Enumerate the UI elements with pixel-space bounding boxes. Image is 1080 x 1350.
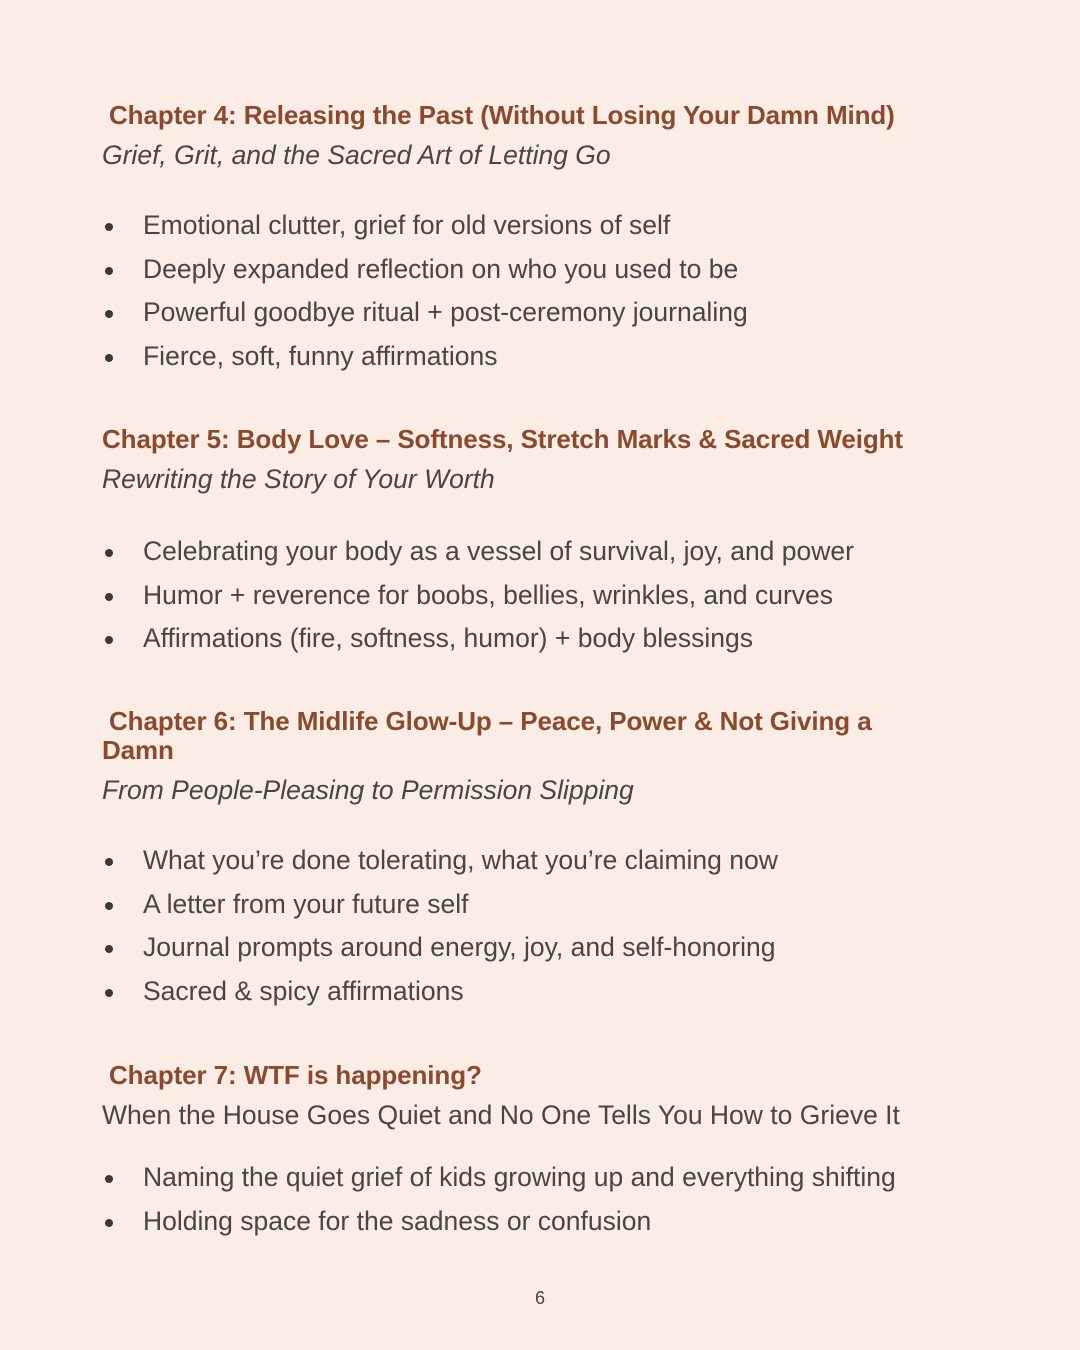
bullet-icon [105,1175,113,1183]
chapter-title: Chapter 7: WTF is happening? [109,1060,482,1090]
bullet-icon [105,1219,113,1227]
list-item [102,291,982,335]
list-item-text: Sacred & spicy affirmations [143,975,464,1006]
list-item-text: Naming the quiet grief of kids growing up and everything shifting [143,1162,896,1192]
chapter-title: Chapter 6: The Midlife Glow-Up – Peace, Power & Not Giving a Damn [102,706,872,765]
chapter-subtitle: When the House Goes Quiet and No One Tells You How to Grieve It [102,1100,900,1130]
list-item-text: What you’re done tolerating, what you’re claiming now [143,845,778,875]
list-item-text: Fierce, soft, funny affirmations [143,340,498,371]
list-item [102,574,982,618]
list-item [102,926,932,970]
chapter-5 [102,425,982,661]
bullet-icon [105,354,113,362]
list-item [102,530,982,574]
bullet-icon [105,549,113,557]
list-item [102,248,982,292]
bullet-icon [105,593,113,601]
chapter-subtitle: Grief, Grit, and the Sacred Art of Letting Go [102,140,611,170]
bullet-icon [105,267,113,275]
chapter-title: Chapter 4: Releasing the Past (Without Losing Your Damn Mind) [109,100,895,130]
bullet-icon [105,858,113,866]
list-item-text: Journal prompts around energy, joy, and self-honoring [143,932,776,962]
chapter-subtitle: From People-Pleasing to Permission Slipping [102,775,634,805]
bullet-icon [105,902,113,910]
bullet-icon [105,989,113,997]
list-item-text: Powerful goodbye ritual + post-ceremony journaling [143,297,748,327]
list-item-text: Humor + reverence for boobs, bellies, wrinkles, and curves [143,579,834,610]
list-item [102,1200,982,1244]
list-item-text: A letter from your future self [143,888,469,919]
chapter-title: Chapter 5: Body Love – Softness, Stretch Marks & Sacred Weight [102,424,903,454]
page-number: 6 [534,1288,545,1308]
list-item-text: Emotional clutter, grief for old versions of self [143,210,671,240]
chapter-subtitle: Rewriting the Story of Your Worth [102,464,495,494]
chapter-4 [102,101,982,378]
list-item [102,883,932,927]
chapter-6 [102,707,932,1013]
bullet-list [102,1156,982,1243]
list-item [102,970,932,1014]
list-item-text: Deeply expanded reflection on who you used to be [143,253,739,284]
bullet-list [102,839,932,1013]
bullet-icon [105,310,113,318]
list-item-text: Holding space for the sadness or confusion [143,1205,652,1236]
list-item-text: Affirmations (fire, softness, humor) + body blessings [143,623,754,653]
list-item [102,1156,982,1200]
bullet-icon [105,223,113,231]
chapter-7 [102,1061,982,1243]
list-item [102,617,982,661]
list-item-text: Celebrating your body as a vessel of survival, joy, and power [143,536,854,566]
bullet-icon [105,636,113,644]
bullet-icon [105,945,113,953]
list-item [102,839,932,883]
list-item [102,335,982,379]
bullet-list [102,204,982,378]
list-item [102,204,982,248]
bullet-list [102,530,982,661]
